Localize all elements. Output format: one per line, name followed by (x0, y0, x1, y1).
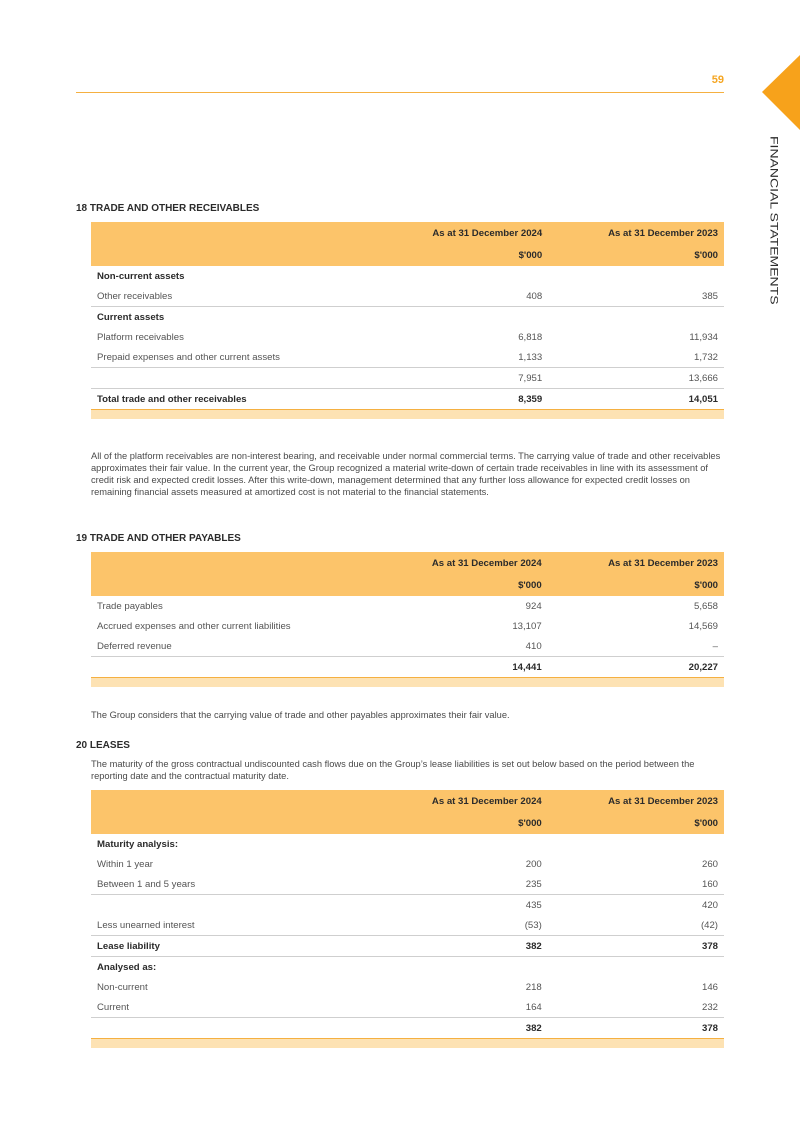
value-2023: 420 (548, 895, 724, 916)
column-header-2024: As at 31 December 2024 (372, 222, 548, 244)
table-row (91, 854, 724, 874)
value-2024: 164 (525, 1001, 542, 1013)
row-label: Trade payables (97, 600, 163, 612)
row-label: Lease liability (91, 936, 372, 957)
row-label: Platform receivables (97, 331, 184, 343)
value-2024: 200 (525, 858, 542, 870)
table-unit-row (91, 574, 724, 596)
value-2023: 14,569 (688, 620, 718, 632)
row-label: Current (97, 1001, 129, 1013)
value-2024: 382 (372, 1018, 548, 1039)
table-header-row (91, 790, 724, 812)
total-row (91, 1018, 724, 1039)
note-19-table (91, 552, 724, 687)
value-2023: 260 (701, 858, 718, 870)
value-2023: 11,934 (689, 331, 718, 343)
unit-2023: $'000 (548, 812, 724, 834)
subtotal-row (91, 368, 724, 389)
note-20-paragraph: The maturity of the gross contractual undiscounted cash flows due on the Group’s lease liabilities is set out below based on the period between the reporting date and the contractual maturity date. (91, 759, 695, 781)
value-2023: 1,732 (693, 351, 718, 363)
row-label: Non-current (97, 981, 148, 993)
note-18-table (91, 222, 724, 419)
value-2023: 232 (701, 1001, 718, 1013)
table-row (91, 347, 724, 368)
value-2024: 8,359 (372, 389, 548, 410)
side-section-label: FINANCIAL STATEMENTS (768, 136, 782, 305)
value-2023: 385 (701, 290, 718, 302)
value-2024: (53) (524, 919, 542, 931)
table-footer-bar (91, 678, 724, 688)
value-2023: 146 (701, 981, 718, 993)
value-2024: 13,107 (512, 620, 542, 632)
total-row (91, 936, 724, 957)
table-row (91, 616, 724, 636)
note-20-table (91, 790, 724, 1048)
row-label: Maturity analysis: (97, 838, 179, 850)
table-row (91, 286, 724, 307)
page-number: 59 (711, 74, 724, 86)
unit-2024: $'000 (372, 812, 548, 834)
value-2023: 14,051 (548, 389, 724, 410)
value-2023: 160 (701, 878, 718, 890)
row-label: Deferred revenue (97, 640, 172, 652)
table-row (91, 307, 724, 328)
table-row (91, 977, 724, 997)
note-18-title: 18 TRADE AND OTHER RECEIVABLES (76, 203, 260, 214)
column-header-2023: As at 31 December 2023 (548, 552, 724, 574)
table-row (91, 957, 724, 978)
column-header-2023: As at 31 December 2023 (548, 222, 724, 244)
value-2024: 218 (525, 981, 542, 993)
table-row (91, 266, 724, 286)
note-18-paragraph: All of the platform receivables are non-interest bearing, and receivable under normal commercial terms. The carrying value of trade and other receivables approximates their fair value. In the current year, the Group recognized a material write-down of certain trade receivables in line with its assessment of credit risk and expected credit losses. After this write-down, management determined that any further loss allowance for expected credit losses on remaining financial assets measured at amortized cost is not material to the financial statements. (91, 451, 721, 497)
table-footer-bar (91, 1039, 724, 1049)
table-row (91, 915, 724, 936)
table-row (91, 327, 724, 347)
note-19-paragraph: The Group considers that the carrying value of trade and other payables approximates their fair value. (91, 710, 510, 720)
table-row (91, 874, 724, 895)
value-2023: 378 (548, 1018, 724, 1039)
row-label: Less unearned interest (97, 919, 195, 931)
total-row (91, 389, 724, 410)
row-label: Current assets (91, 307, 372, 328)
column-header-2024: As at 31 December 2024 (372, 790, 548, 812)
subtotal-row (91, 895, 724, 916)
value-2024: 7,951 (372, 368, 548, 389)
value-2023: 13,666 (548, 368, 724, 389)
table-unit-row (91, 812, 724, 834)
value-2023: (42) (700, 919, 718, 931)
unit-2024: $'000 (371, 574, 547, 596)
value-2023: – (712, 640, 718, 652)
table-row (91, 596, 724, 616)
row-label: Other receivables (97, 290, 173, 302)
table-header-row (91, 222, 724, 244)
value-2024: 14,441 (371, 657, 547, 678)
unit-2024: $'000 (372, 244, 548, 266)
value-2023: 378 (548, 936, 724, 957)
row-label: Between 1 and 5 years (97, 878, 196, 890)
value-2023: 20,227 (548, 657, 724, 678)
value-2024: 410 (525, 640, 542, 652)
value-2024: 408 (526, 290, 543, 302)
row-label: Accrued expenses and other current liabilities (97, 620, 291, 632)
unit-2023: $'000 (548, 574, 724, 596)
note-20-title: 20 LEASES (76, 740, 130, 751)
column-header-2023: As at 31 December 2023 (548, 790, 724, 812)
value-2024: 6,818 (518, 331, 543, 343)
row-label: Total trade and other receivables (91, 389, 372, 410)
value-2024: 435 (372, 895, 548, 916)
note-19-title: 19 TRADE AND OTHER PAYABLES (76, 533, 241, 544)
value-2024: 924 (525, 600, 542, 612)
table-unit-row (91, 244, 724, 266)
corner-tab-icon (762, 55, 800, 130)
header-rule (76, 92, 724, 93)
value-2024: 1,133 (518, 351, 543, 363)
row-label: Within 1 year (97, 858, 153, 870)
table-header-row (91, 552, 724, 574)
table-footer-bar (91, 410, 724, 420)
row-label: Non-current assets (97, 270, 185, 282)
row-label: Prepaid expenses and other current assets (97, 351, 280, 363)
table-row (91, 997, 724, 1018)
table-row (91, 834, 724, 854)
row-label: Analysed as: (91, 957, 372, 978)
table-row (91, 636, 724, 657)
column-header-2024: As at 31 December 2024 (371, 552, 547, 574)
value-2023: 5,658 (693, 600, 718, 612)
total-row (91, 657, 724, 678)
unit-2023: $'000 (548, 244, 724, 266)
value-2024: 235 (525, 878, 542, 890)
value-2024: 382 (372, 936, 548, 957)
